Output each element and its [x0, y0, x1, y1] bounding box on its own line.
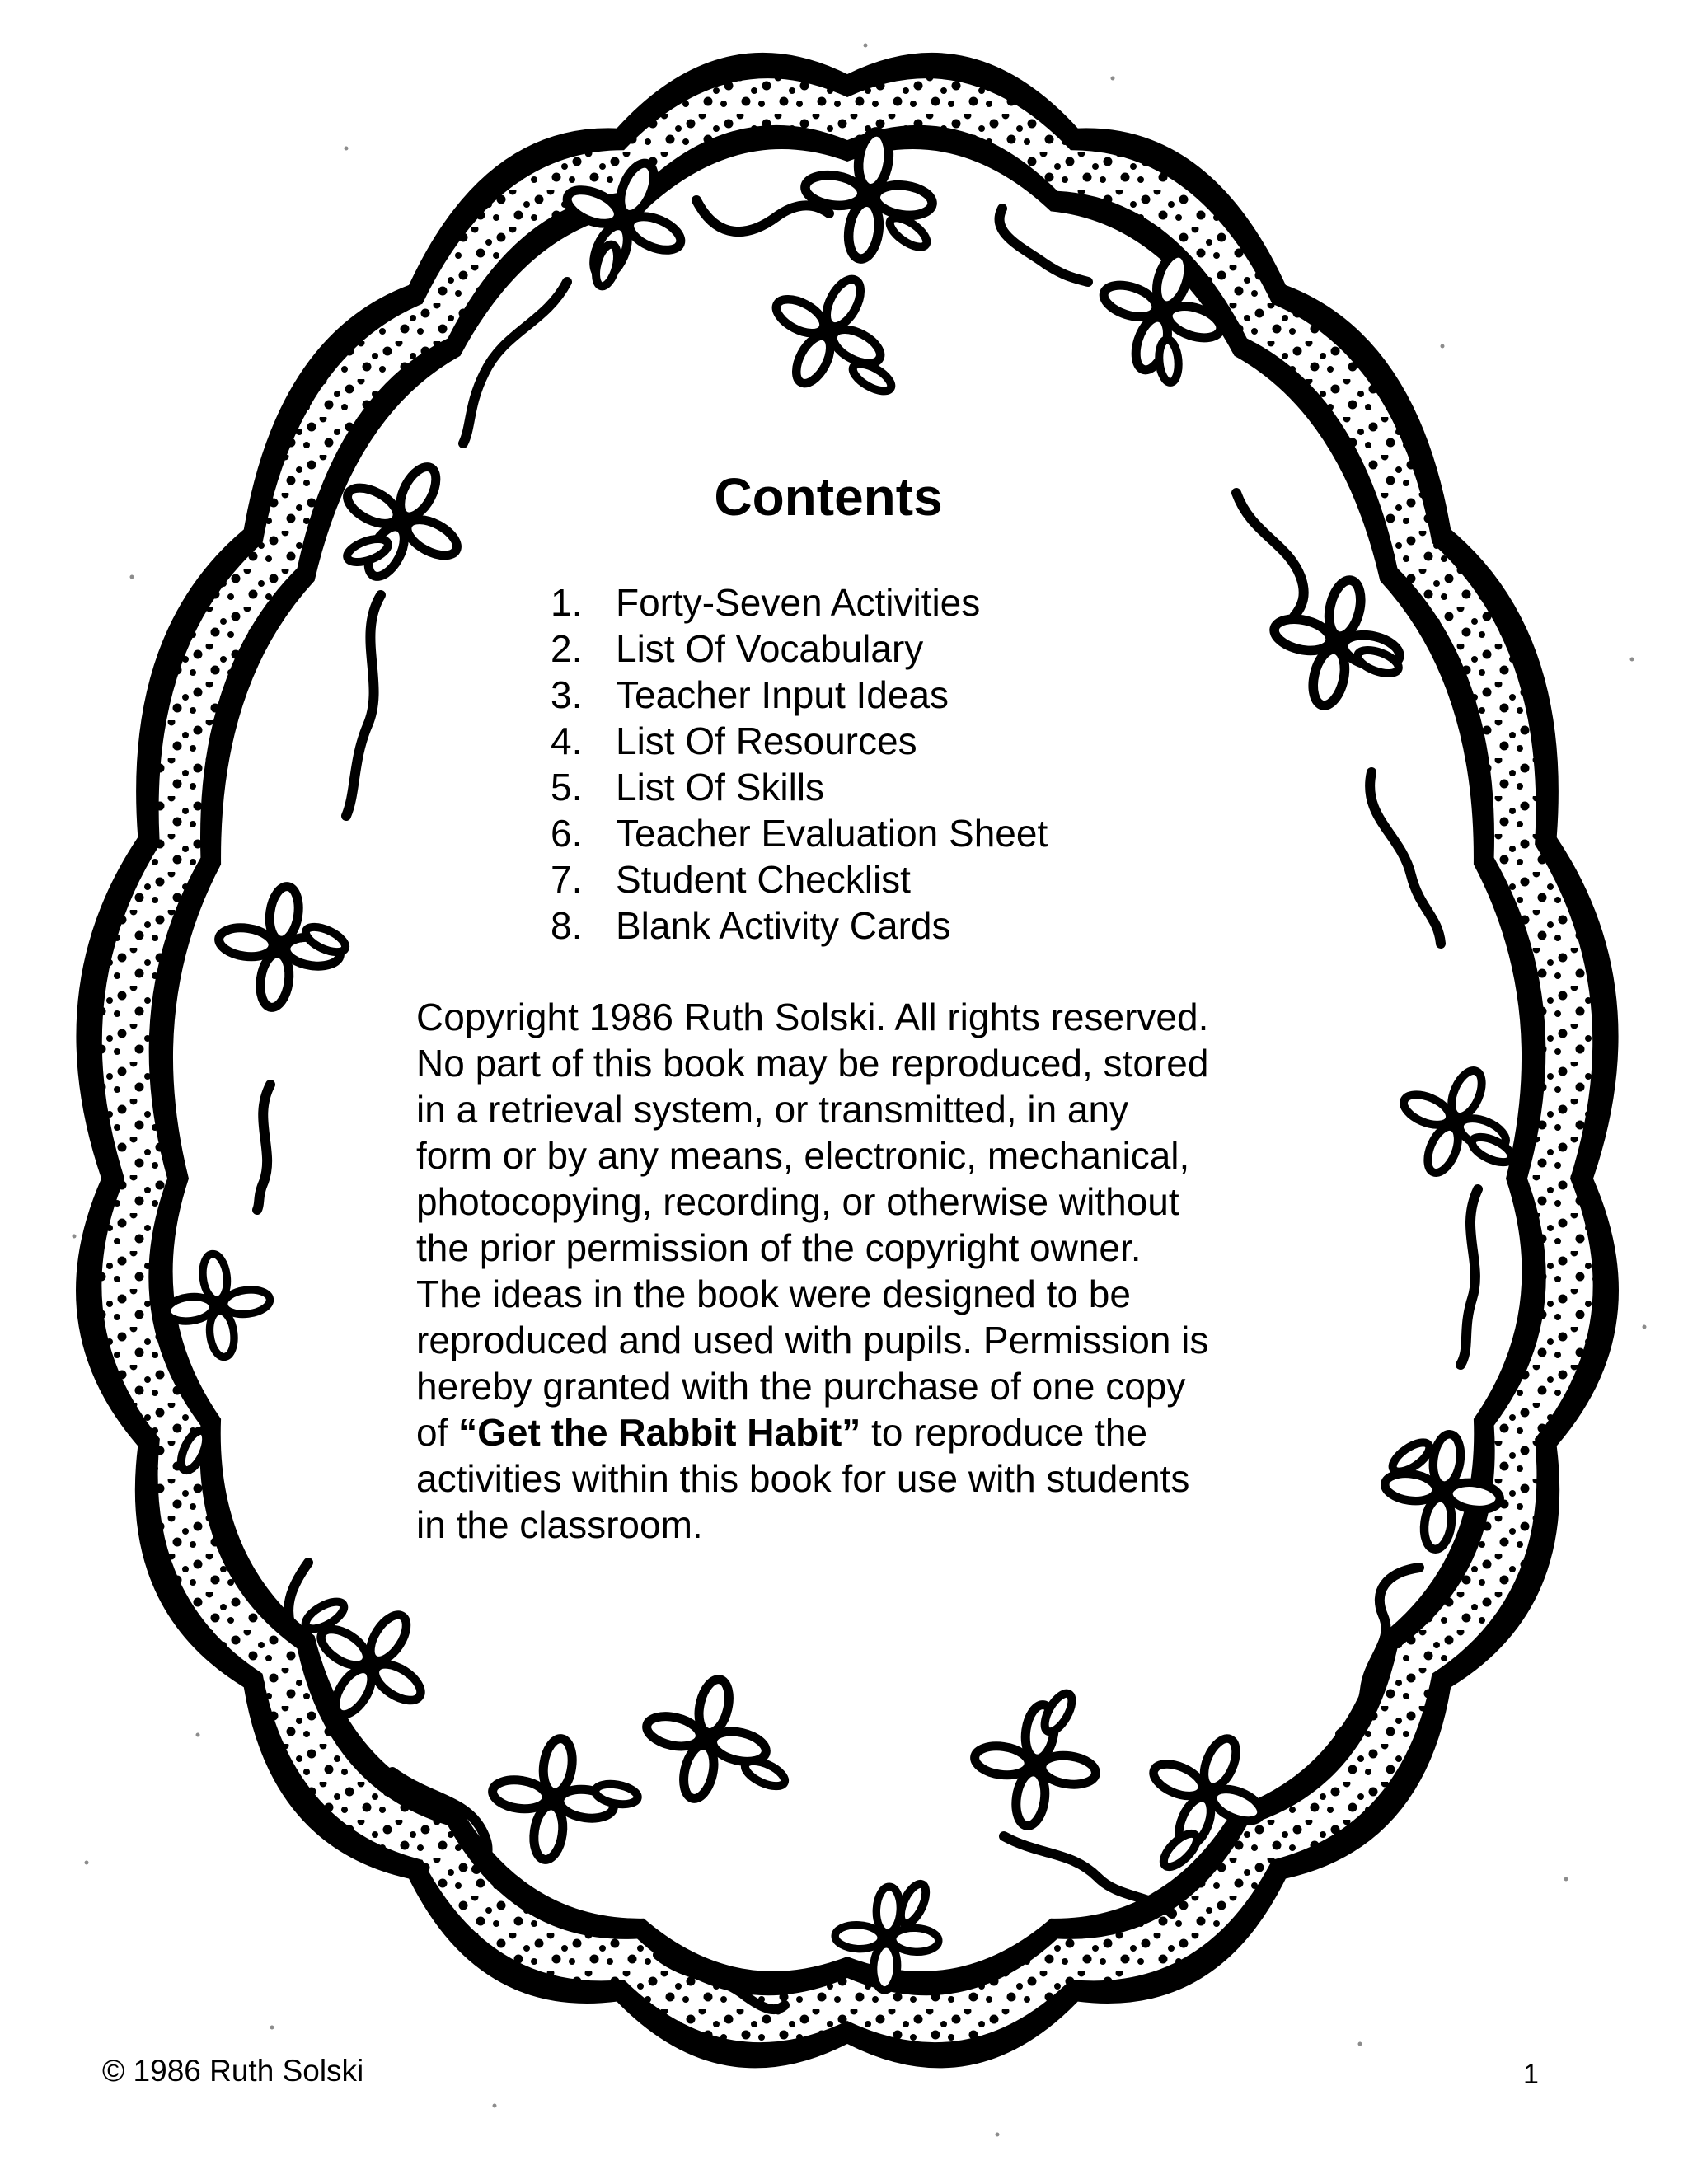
toc-item — [551, 856, 1048, 902]
toc-item-number: 3. — [551, 673, 583, 716]
toc-item-number: 8. — [551, 904, 583, 947]
scan-speck — [996, 2133, 1000, 2137]
toc-item-number: 5. — [551, 766, 583, 808]
scan-speck — [85, 1861, 89, 1865]
toc-item — [551, 579, 1048, 626]
book-title-bold: “Get the Rabbit Habit” — [458, 1411, 861, 1454]
scan-speck — [864, 44, 868, 48]
scan-speck — [1441, 344, 1445, 349]
copyright-footer: © 1986 Ruth Solski — [102, 2054, 364, 2088]
toc-item — [551, 672, 1048, 718]
toc-item-number: 1. — [551, 581, 583, 624]
page-number: 1 — [1523, 2059, 1539, 2090]
toc-item — [551, 810, 1048, 856]
scan-speck — [270, 2026, 274, 2030]
scan-speck — [1564, 1877, 1568, 1882]
toc-item-label: Teacher Evaluation Sheet — [616, 812, 1048, 855]
toc-item-label: Student Checklist — [616, 858, 911, 901]
toc-item — [551, 764, 1048, 810]
scan-speck — [493, 2104, 497, 2108]
scan-speck — [1358, 2042, 1362, 2046]
page-title: Contents — [714, 467, 943, 527]
scan-speck — [73, 1235, 77, 1239]
scan-speck — [1630, 658, 1634, 662]
table-of-contents — [551, 579, 1048, 949]
toc-item-label: List Of Vocabulary — [616, 627, 924, 670]
scan-speck — [1643, 1325, 1647, 1329]
toc-item-number: 4. — [551, 719, 583, 762]
toc-item-label: Forty-Seven Activities — [616, 581, 981, 624]
toc-item-label: Blank Activity Cards — [616, 904, 951, 947]
scan-speck — [130, 575, 134, 579]
scan-speck — [1111, 77, 1115, 81]
copyright-text: Copyright 1986 Ruth Solski. All rights reserved. No part of this book may be reproduced, stored in a retrieval system, or transmitted, in any form or by any means, electronic, mechanical, photocopying, recording, or otherwise without the prior permission of the copyright owner. The ideas in the book were designed to be reproduced and used with pupils. Permission is hereby granted with the purchase of one copy of — [416, 996, 1209, 1454]
scan-speck — [196, 1733, 200, 1737]
leaf-icon — [1157, 339, 1179, 383]
copyright-notice — [416, 994, 1214, 1548]
toc-item-label: Teacher Input Ideas — [616, 673, 950, 716]
copyright-text: to reproduce the activities within this book for use with students in the classroom. — [416, 1411, 1190, 1546]
toc-item — [551, 902, 1048, 949]
toc-item-number: 7. — [551, 858, 583, 901]
toc-item-label: List Of Skills — [616, 766, 825, 808]
scan-speck — [345, 147, 349, 151]
toc-item-number: 6. — [551, 812, 583, 855]
toc-item — [551, 626, 1048, 672]
toc-item-label: List Of Resources — [616, 719, 917, 762]
toc-item-number: 2. — [551, 627, 583, 670]
toc-item — [551, 718, 1048, 764]
